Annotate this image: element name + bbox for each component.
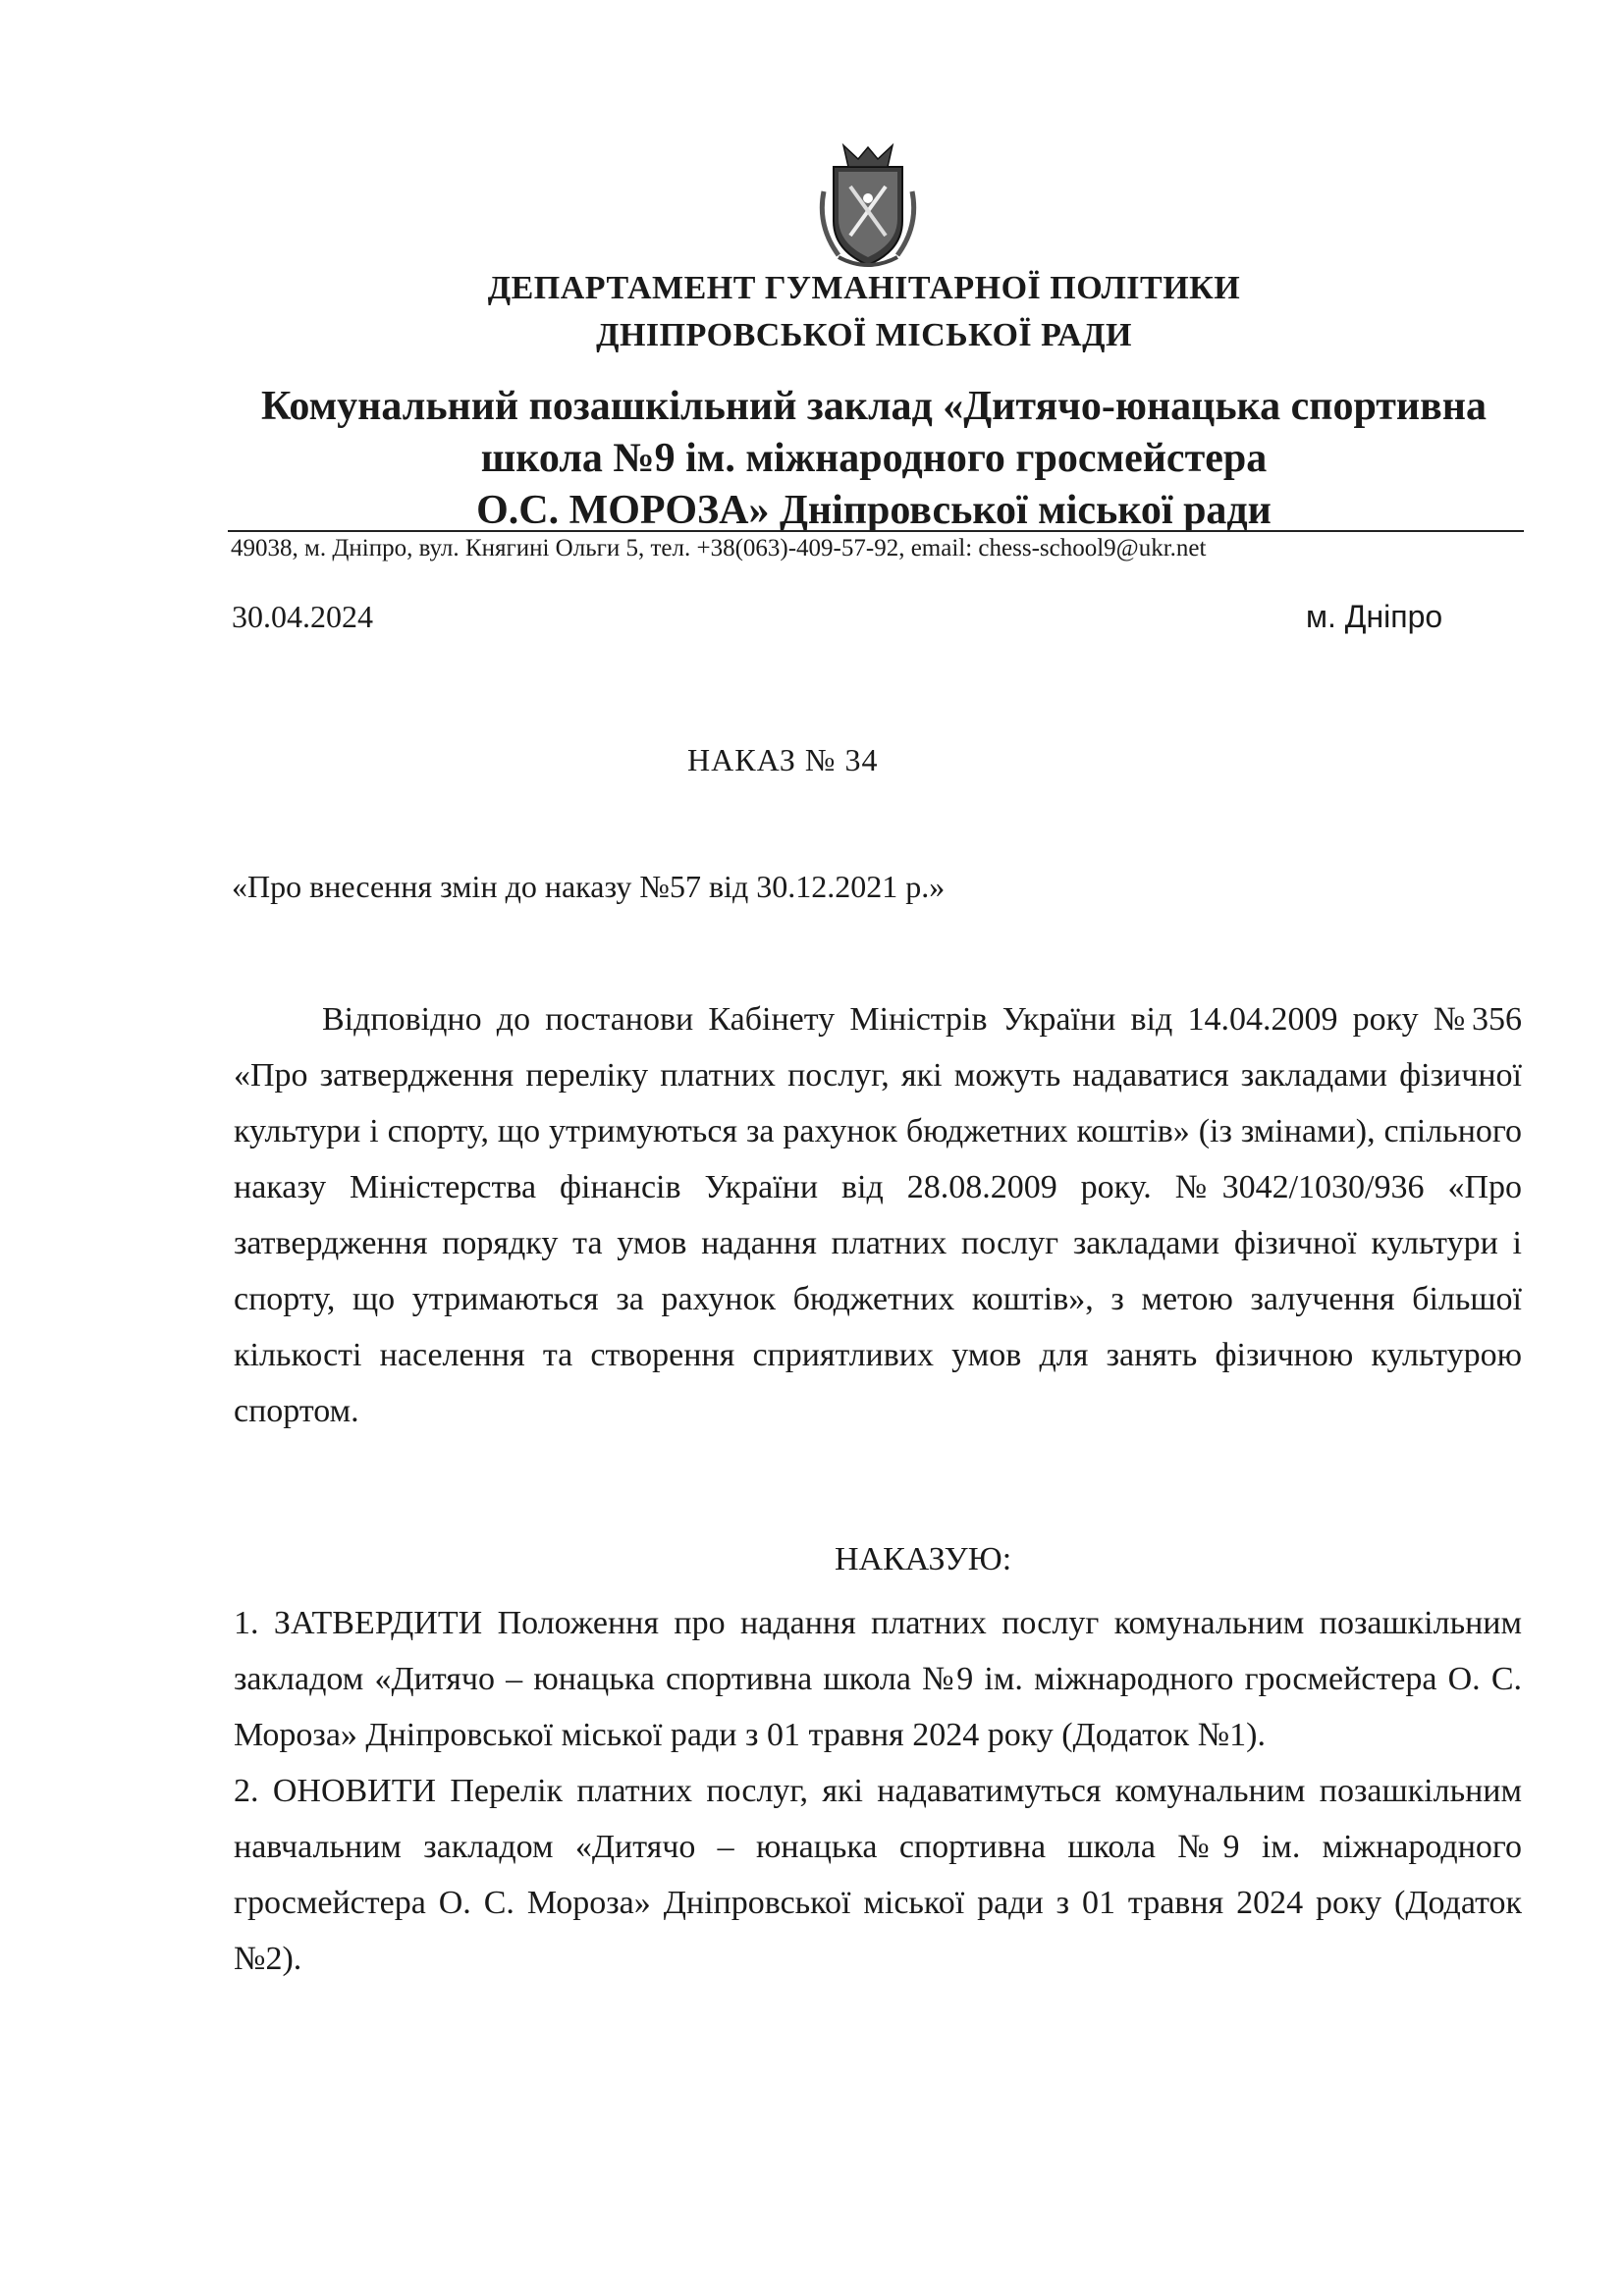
school-name-line2: школа №9 ім. міжнародного гросмейстера (480, 436, 1268, 481)
school-name-line1: Комунальний позашкільний заклад «Дитячо-юнацька спортивна (261, 384, 1487, 429)
preamble-paragraph: Відповідно до постанови Кабінету Міністрів України від 14.04.2009 року №356 «Про затвердження переліку платних послуг, які можуть надаватися закладами фізичної культури і спорту, що утримуються за рахунок бюджетних коштів» (із змінами), спільного наказу Міністерства фінансів України від 28.08.2009 року. №3042/1030/936 «Про затвердження порядку та умов надання платних послуг закладами фізичної культури і спорту, що утримаються за рахунок бюджетних коштів», з метою залучення більшої кількості населення та створення сприятливих умов для занять фізичною культурою спортом. (234, 1001, 1522, 1429)
header-divider (228, 530, 1524, 532)
school-name-line3: О.С. МОРОЗА» Дніпровської міської ради (476, 488, 1272, 533)
order-city: м. Дніпро (1306, 599, 1443, 634)
decree-heading: НАКАЗУЮ: (835, 1541, 1012, 1577)
order-item-2: 2. ОНОВИТИ Перелік платних послуг, які надаватимуться комунальним позашкільним навчальним закладом «Дитячо – юнацька спортивна школа №9 ім. міжнародного гросмейстера О. С. Мороза» Дніпровської міської ради з 01 травня 2024 року (Додаток №2). (234, 1773, 1522, 1977)
order-items (234, 1595, 1522, 1987)
contact-address: 49038, м. Дніпро, вул. Княгині Ольги 5, тел. +38(063)-409-57-92, email: chess-school9@ukr.net (231, 535, 1207, 561)
department-name-line2: ДНІПРОВСЬКОЇ МІСЬКОЇ РАДИ (596, 317, 1132, 353)
city-coat-of-arms-icon (809, 137, 927, 275)
department-name-line1: ДЕПАРТАМЕНТ ГУМАНІТАРНОЇ ПОЛІТИКИ (487, 270, 1241, 306)
order-title: НАКАЗ № 34 (687, 742, 879, 777)
order-date: 30.04.2024 (232, 599, 373, 634)
order-subject: «Про внесення змін до наказу №57 від 30.12.2021 р.» (232, 869, 946, 904)
order-preamble (234, 991, 1522, 1439)
order-item-1: 1. ЗАТВЕРДИТИ Положення про надання платних послуг комунальним позашкільним закладом «Дитячо – юнацька спортивна школа №9 ім. міжнародного гросмейстера О. С. Мороза» Дніпровської міської ради з 01 травня 2024 року (Додаток №1). (234, 1605, 1522, 1753)
